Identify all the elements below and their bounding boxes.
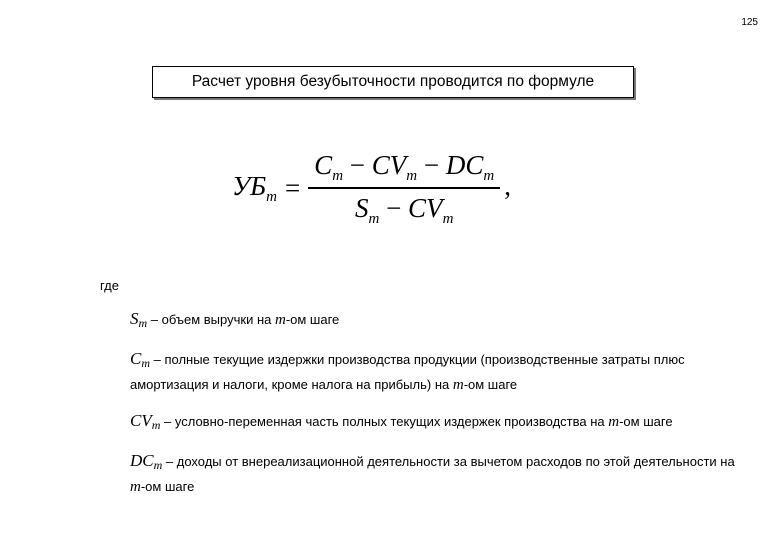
definition-suffix: -ом шаге: [140, 479, 195, 494]
page-title-text: Расчет уровня безубыточности проводится по формуле: [191, 73, 595, 90]
definition-item-s: [130, 308, 740, 334]
definition-m: m: [274, 312, 286, 328]
definition-suffix: -ом шаге: [463, 377, 518, 392]
definition-symbol: $S_m$: [130, 309, 148, 330]
definition-m: m: [130, 479, 141, 495]
definition-text: – доходы от внереализационной деятельности за вычетом расходов по этой деятельности на: [162, 454, 735, 469]
definition-text: – полные текущие издержки производства продукции (производственные затраты плюс амортизация и налоги, кроме налога на прибыль) на: [130, 352, 685, 392]
definition-symbol: $C_m$: [130, 349, 151, 370]
page-number: 125: [741, 17, 758, 28]
definition-item-dc: [130, 450, 740, 498]
definition-symbol: $DC_m$: [130, 451, 163, 472]
definition-m: m: [608, 414, 620, 430]
definition-m: m: [452, 377, 464, 393]
formula-lhs: $УБ_m$: [232, 171, 277, 206]
definitions-list: [130, 308, 740, 512]
where-label: где: [100, 278, 119, 293]
formula-equals: =: [284, 173, 301, 204]
page-title: [152, 66, 634, 98]
definition-symbol: $CV_m$: [130, 411, 161, 432]
definition-text: – объем выручки на: [147, 312, 275, 327]
break-even-formula: [232, 150, 511, 228]
formula-comma: ,: [504, 171, 511, 202]
definition-item-c: [130, 348, 740, 396]
formula-fraction: [308, 150, 500, 228]
definition-suffix: -ом шаге: [285, 312, 340, 327]
definition-text: – условно-переменная часть полных текущих издержек производства на: [160, 414, 609, 429]
definition-item-cv: [130, 410, 740, 436]
definition-suffix: -ом шаге: [619, 414, 673, 429]
formula-denominator: $S_m - CV_m$: [354, 192, 454, 227]
formula-numerator: $C_m - CV_m - DC_m$: [314, 150, 495, 184]
